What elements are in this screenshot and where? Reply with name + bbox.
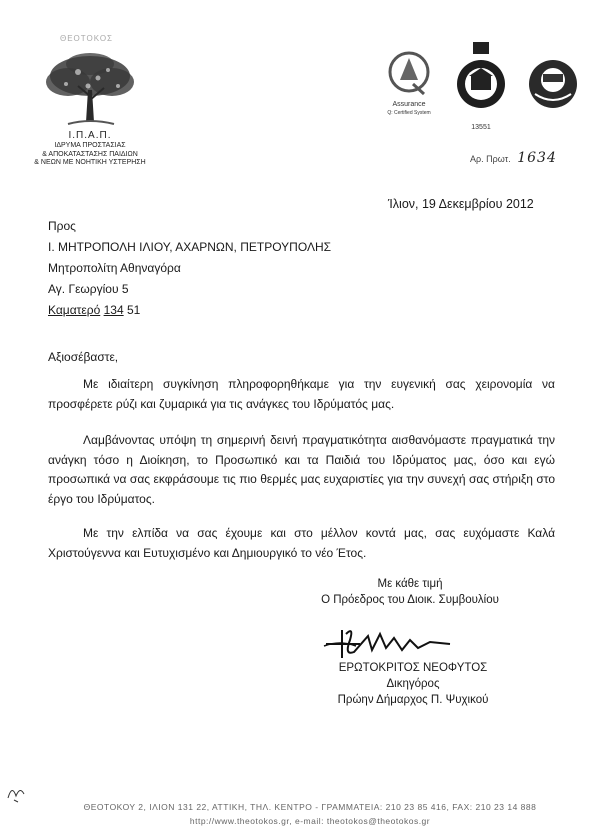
protocol-number: [470, 150, 557, 166]
recipient-postal-a: 134: [103, 303, 124, 317]
signer-name: ΕΡΩΤΟΚΡΙΤΟΣ ΝΕΟΦΥΤΟΣ: [338, 662, 488, 674]
tuv-seal-icon: [527, 58, 579, 110]
assurance-subcaption: Q: Certified System: [387, 110, 431, 116]
handwritten-signature: [320, 622, 460, 662]
tuv-certification-seal: [527, 58, 579, 115]
recipient-city-line: [48, 300, 331, 321]
letter-greeting: Αξιοσέβαστε,: [48, 350, 119, 364]
org-abbreviation: Ι.Π.Α.Π.: [68, 130, 112, 141]
org-line-1: ΙΔΡΥΜΑ ΠΡΟΣΤΑΣΙΑΣ: [54, 142, 126, 149]
letter-date: Ίλιον, 19 Δεκεμβρίου 2012: [388, 197, 534, 211]
signer-former-position: Πρώην Δήμαρχος Π. Ψυχικού: [337, 694, 489, 706]
recipient-line-1: Ι. ΜΗΤΡΟΠΟΛΗ ΙΛΙΟΥ, ΑΧΑΡΝΩΝ, ΠΕΤΡΟΥΠΟΛΗΣ: [48, 240, 332, 254]
letter-paragraph-1: Με ιδιαίτερη συγκίνηση πληροφορηθήκαμε για την ευγενική σας χειρονομία να προσφέρετε ρύζι και ζυμαρικά για τις ανάγκες του Ιδρύματός μας.: [48, 377, 555, 411]
faint-stamp-text: ΘΕΟΤΟΚΟΣ: [60, 34, 114, 43]
recipient-line-3: Αγ. Γεωργίου 5: [48, 282, 129, 296]
letter-paragraph-3: Με την ελπίδα να σας έχουμε και στο μέλλον κοντά μας, σας ευχόμαστε Καλά Χριστούγεννα και Ευτυχισμένο και Δημιουργικό το νέο Έτος.: [48, 526, 555, 560]
footer-web-contact: http://www.theotokos.gr, e-mail: theotokos@theotokos.gr: [189, 816, 431, 826]
closing-line-2: Ο Πρόεδρος του Διοικ. Συμβουλίου: [321, 594, 499, 606]
certificate-number: 13551: [471, 124, 491, 131]
margin-handwritten-mark: [4, 778, 28, 804]
signer-block: [298, 660, 528, 708]
q-assurance-logo-icon: [380, 50, 438, 96]
signer-title: Δικηγόρος: [386, 678, 440, 690]
letterhead-footer: [30, 800, 590, 828]
tree-logo-icon: [38, 52, 142, 130]
footer-address: ΘΕΟΤΟΚΟΥ 2, ΙΛΙΟΝ 131 22, ΑΤΤΙΚΗ, ΤΗΛ. ΚΕΝΤΡΟ - ΓΡΑΜΜΑΤΕΙΑ: 210 23 85 416, FAX: 210 23 14 888: [83, 802, 537, 812]
assurance-caption: Assurance: [392, 101, 426, 108]
org-line-2: & ΑΠΟΚΑΤΑΣΤΑΣΗΣ ΠΑΙΔΙΩΝ: [42, 150, 138, 158]
recipient-city: Καματερό: [48, 303, 101, 317]
certification-badge-icon: [455, 40, 507, 118]
recipient-prefix: Προς: [48, 219, 76, 233]
letter-paragraph-2: Λαμβάνοντας υπόψη τη σημερινή δεινή πραγματικότητα αισθανόμαστε πραγματικά την ανάγκη τόσο η Διοίκηση, το Προσωπικό και τα Παιδιά του Ιδρύματος μας, όσο και εγώ προσωπικά να σας εκφράσουμε τις πιο θερμές μας ευχαριστίες για την συνεχή σας στήριξη στο έργο του Ιδρύματος.: [48, 433, 555, 506]
quality-certification-badge: [455, 40, 507, 131]
protocol-handwritten-number: 1634: [517, 150, 557, 166]
organization-name: [10, 130, 170, 168]
protocol-label: Αρ. Πρωτ.: [470, 154, 511, 164]
assurance-certification: [380, 50, 438, 117]
recipient-postal-b: 51: [126, 303, 141, 317]
closing-line-1: Με κάθε τιμή: [377, 578, 443, 590]
org-line-3: & ΝΕΩΝ ΜΕ ΝΟΗΤΙΚΗ ΥΣΤΕΡΗΣΗ: [34, 159, 146, 166]
recipient-line-2: Μητροπολίτη Αθηναγόρα: [48, 261, 181, 275]
recipient-block: [48, 216, 331, 321]
closing-block: [300, 576, 520, 608]
